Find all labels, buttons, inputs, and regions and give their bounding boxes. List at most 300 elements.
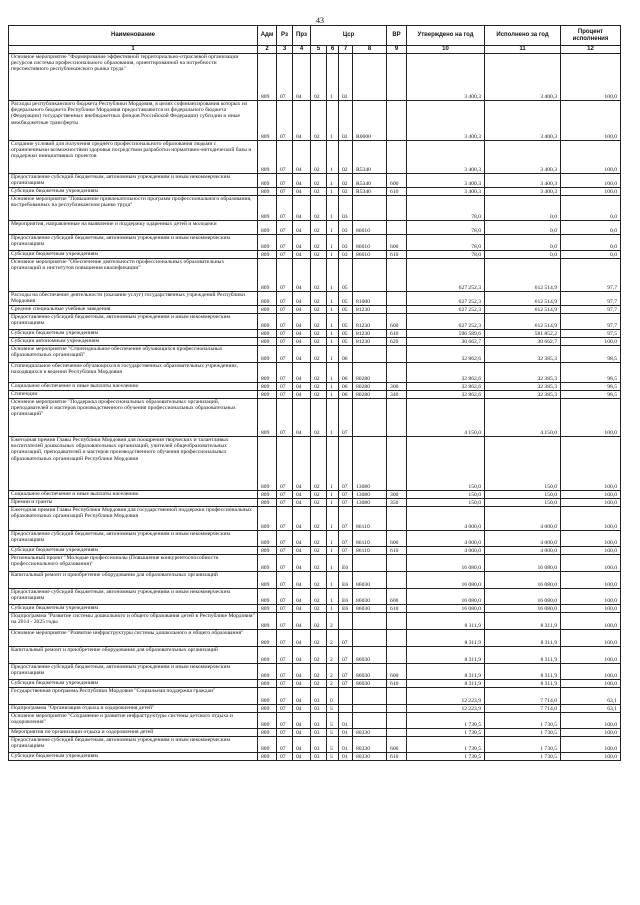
row-csr-part-cell: 02: [339, 141, 353, 174]
row-vr-cell: [387, 259, 407, 292]
row-csr-part-cell: 1: [327, 314, 339, 330]
row-executed-cell: 32 385,3: [485, 363, 561, 383]
row-name-cell: Субсидии бюджетным учреждениям: [9, 605, 258, 613]
row-csr-part-cell: 02: [311, 259, 327, 292]
table-row: [9, 235, 621, 251]
row-approved-cell: 8 311,9: [407, 630, 485, 647]
row-rz-cell: 07: [277, 491, 293, 499]
row-vr-cell: 350: [387, 499, 407, 507]
row-csr-part-cell: 1: [327, 399, 339, 437]
row-rz-cell: 07: [277, 221, 293, 235]
row-approved-cell: 1 730,5: [407, 753, 485, 761]
row-rz-cell: 07: [277, 572, 293, 589]
row-rz-cell: 07: [277, 259, 293, 292]
row-approved-cell: 3 400,3: [407, 54, 485, 101]
row-approved-cell: 12 223,9: [407, 688, 485, 705]
row-csr-part-cell: 1: [327, 251, 339, 259]
row-csr-part-cell: 05: [339, 259, 353, 292]
table-row: [9, 713, 621, 729]
table-row: [9, 383, 621, 391]
row-rz-cell: 07: [277, 647, 293, 664]
row-csr-part-cell: 07: [339, 664, 353, 680]
row-csr-part-cell: 07: [339, 647, 353, 664]
column-number: 4: [293, 46, 311, 54]
row-prz-cell: 04: [293, 338, 311, 346]
row-csr-part-cell: 06: [339, 346, 353, 363]
row-vr-cell: 600: [387, 314, 407, 330]
row-vr-cell: [387, 363, 407, 383]
row-rz-cell: 07: [277, 605, 293, 613]
row-csr-part-cell: 07: [339, 547, 353, 555]
row-adm-cell: 809: [258, 292, 277, 306]
row-approved-cell: 78,0: [407, 235, 485, 251]
row-prz-cell: 04: [293, 613, 311, 630]
row-name-cell: Мероприятия, направленные на выявление и поддержку одаренных детей и молодежи: [9, 221, 258, 235]
row-approved-cell: 627 252,3: [407, 306, 485, 314]
page-number: 43: [316, 16, 324, 25]
row-percent-cell: 0,0: [561, 235, 621, 251]
row-csr-part-cell: 02: [311, 391, 327, 399]
row-percent-cell: 100,0: [561, 499, 621, 507]
row-csr-part-cell: 5: [327, 729, 339, 737]
row-adm-cell: 809: [258, 705, 277, 713]
row-vr-cell: [387, 196, 407, 221]
row-csr-code-cell: 13080: [353, 499, 387, 507]
row-adm-cell: 809: [258, 589, 277, 605]
row-prz-cell: 04: [293, 491, 311, 499]
row-csr-part-cell: 1: [327, 101, 339, 141]
row-csr-part-cell: 02: [339, 101, 353, 141]
row-approved-cell: 627 252,3: [407, 292, 485, 306]
row-vr-cell: [387, 630, 407, 647]
row-csr-part-cell: 02: [339, 174, 353, 188]
row-vr-cell: [387, 54, 407, 101]
row-csr-part-cell: 07: [339, 680, 353, 688]
row-adm-cell: 809: [258, 338, 277, 346]
column-number: 5: [311, 46, 327, 54]
row-csr-part-cell: 5: [327, 753, 339, 761]
row-prz-cell: 04: [293, 555, 311, 572]
row-name-cell: Основное мероприятие "Стипендиальное обеспечение обучающихся профессиональных образовательных организаций": [9, 346, 258, 363]
row-prz-cell: 04: [293, 101, 311, 141]
table-row: [9, 251, 621, 259]
row-executed-cell: 7 714,0: [485, 688, 561, 705]
row-approved-cell: 32 862,6: [407, 391, 485, 399]
row-adm-cell: 809: [258, 531, 277, 547]
table-row: [9, 221, 621, 235]
row-csr-part-cell: 02: [311, 306, 327, 314]
row-csr-part-cell: 1: [327, 338, 339, 346]
row-csr-part-cell: 1: [327, 188, 339, 196]
row-adm-cell: 809: [258, 259, 277, 292]
row-vr-cell: 610: [387, 680, 407, 688]
row-executed-cell: 8 311,9: [485, 664, 561, 680]
row-prz-cell: 04: [293, 647, 311, 664]
row-executed-cell: 3 400,3: [485, 54, 561, 101]
row-name-cell: Субсидии бюджетным учреждениям: [9, 680, 258, 688]
row-csr-part-cell: 02: [311, 174, 327, 188]
row-vr-cell: [387, 705, 407, 713]
row-rz-cell: 07: [277, 251, 293, 259]
row-executed-cell: 612 514,9: [485, 259, 561, 292]
row-adm-cell: 809: [258, 507, 277, 531]
row-percent-cell: 100,0: [561, 753, 621, 761]
row-rz-cell: 07: [277, 664, 293, 680]
row-prz-cell: 04: [293, 729, 311, 737]
row-executed-cell: 32 385,3: [485, 383, 561, 391]
row-executed-cell: 3 400,3: [485, 174, 561, 188]
row-csr-part-cell: 02: [311, 338, 327, 346]
row-executed-cell: 30 662,7: [485, 338, 561, 346]
row-csr-part-cell: 02: [311, 437, 327, 491]
table-row: [9, 346, 621, 363]
row-approved-cell: 1 730,5: [407, 729, 485, 737]
row-name-cell: Премии и гранты: [9, 499, 258, 507]
table-row: [9, 174, 621, 188]
row-approved-cell: 78,0: [407, 221, 485, 235]
row-rz-cell: 07: [277, 196, 293, 221]
row-csr-code-cell: [353, 259, 387, 292]
row-executed-cell: 1 730,5: [485, 713, 561, 729]
row-name-cell: Предоставление субсидий бюджетным, автономным учреждениям и иным некоммерческим организациям: [9, 664, 258, 680]
row-rz-cell: 07: [277, 141, 293, 174]
row-vr-cell: 610: [387, 251, 407, 259]
row-rz-cell: 07: [277, 338, 293, 346]
row-percent-cell: 98,5: [561, 363, 621, 383]
row-executed-cell: 0,0: [485, 196, 561, 221]
row-prz-cell: 04: [293, 507, 311, 531]
column-number: 12: [561, 46, 621, 54]
row-prz-cell: 04: [293, 630, 311, 647]
row-adm-cell: 809: [258, 346, 277, 363]
row-name-cell: Мероприятия по организации отдыха и оздоровления детей: [9, 729, 258, 737]
row-percent-cell: 100,0: [561, 647, 621, 664]
row-csr-code-cell: [353, 713, 387, 729]
row-csr-part-cell: 02: [311, 499, 327, 507]
row-percent-cell: 100,0: [561, 555, 621, 572]
row-vr-cell: [387, 141, 407, 174]
row-csr-code-cell: 86030: [353, 572, 387, 589]
table-row: [9, 491, 621, 499]
row-csr-part-cell: 5: [327, 705, 339, 713]
table-row: [9, 680, 621, 688]
row-rz-cell: 07: [277, 555, 293, 572]
row-percent-cell: 63,1: [561, 705, 621, 713]
row-prz-cell: 04: [293, 499, 311, 507]
row-adm-cell: 809: [258, 613, 277, 630]
row-rz-cell: 07: [277, 713, 293, 729]
row-csr-part-cell: 02: [311, 196, 327, 221]
row-csr-part-cell: 1: [327, 437, 339, 491]
row-executed-cell: 150,0: [485, 437, 561, 491]
row-csr-part-cell: E6: [339, 555, 353, 572]
row-adm-cell: 809: [258, 174, 277, 188]
row-approved-cell: 78,0: [407, 196, 485, 221]
column-number: 3: [277, 46, 293, 54]
row-prz-cell: 04: [293, 314, 311, 330]
header-vr: ВР: [387, 26, 407, 46]
row-vr-cell: [387, 346, 407, 363]
row-approved-cell: 8 311,9: [407, 664, 485, 680]
row-executed-cell: 7 714,0: [485, 705, 561, 713]
row-executed-cell: 150,0: [485, 499, 561, 507]
row-csr-part-cell: 06: [339, 391, 353, 399]
table-row: [9, 314, 621, 330]
row-vr-cell: [387, 647, 407, 664]
row-vr-cell: [387, 101, 407, 141]
table-row: [9, 753, 621, 761]
row-csr-part-cell: 02: [311, 141, 327, 174]
row-adm-cell: 809: [258, 491, 277, 499]
table-row: [9, 729, 621, 737]
row-csr-code-cell: 86110: [353, 547, 387, 555]
row-executed-cell: 8 311,9: [485, 680, 561, 688]
row-name-cell: Подпрограмма "Организация отдыха и оздоровления детей": [9, 705, 258, 713]
row-adm-cell: 809: [258, 547, 277, 555]
row-name-cell: Социальное обеспечение и иные выплаты населению: [9, 383, 258, 391]
row-adm-cell: 809: [258, 251, 277, 259]
row-name-cell: Стипендии: [9, 391, 258, 399]
row-csr-part-cell: 1: [327, 330, 339, 338]
row-csr-code-cell: [353, 196, 387, 221]
header-csr: Цср: [311, 26, 387, 46]
row-executed-cell: 32 385,3: [485, 391, 561, 399]
row-csr-code-cell: 80330: [353, 729, 387, 737]
row-csr-code-cell: [353, 346, 387, 363]
row-vr-cell: 600: [387, 235, 407, 251]
row-adm-cell: 809: [258, 664, 277, 680]
row-name-cell: Основное мероприятие "Формирование эффективной территориально-отраслевой организации ресурсов системы профессионального образования, ориентированной на потребности перспективного республиканского рынка труда": [9, 54, 258, 101]
row-name-cell: Стипендиальное обеспечение обучающихся в государственных образовательных учреждениях, находящихся в ведении Республики Мордовия: [9, 363, 258, 383]
row-csr-part-cell: 02: [311, 647, 327, 664]
table-row: [9, 188, 621, 196]
row-rz-cell: 07: [277, 437, 293, 491]
row-executed-cell: 612 514,9: [485, 306, 561, 314]
table-row: [9, 196, 621, 221]
row-prz-cell: 04: [293, 363, 311, 383]
table-body: [9, 54, 621, 761]
row-approved-cell: 32 862,6: [407, 383, 485, 391]
row-name-cell: Субсидии бюджетным учреждениям: [9, 251, 258, 259]
row-prz-cell: 04: [293, 188, 311, 196]
row-csr-code-cell: 80280: [353, 391, 387, 399]
row-csr-part-cell: 2: [327, 664, 339, 680]
row-rz-cell: 07: [277, 531, 293, 547]
row-csr-part-cell: 02: [311, 680, 327, 688]
row-csr-part-cell: 02: [311, 491, 327, 499]
row-csr-part-cell: 1: [327, 174, 339, 188]
row-vr-cell: 610: [387, 330, 407, 338]
row-prz-cell: 04: [293, 346, 311, 363]
row-approved-cell: 3 400,3: [407, 101, 485, 141]
row-csr-code-cell: [353, 630, 387, 647]
row-csr-part-cell: 1: [327, 235, 339, 251]
row-prz-cell: 04: [293, 235, 311, 251]
row-csr-part-cell: 02: [339, 188, 353, 196]
row-approved-cell: 1 730,5: [407, 737, 485, 753]
row-csr-part-cell: E6: [339, 605, 353, 613]
row-csr-part-cell: 02: [311, 605, 327, 613]
row-csr-part-cell: 1: [327, 259, 339, 292]
row-adm-cell: 809: [258, 729, 277, 737]
row-csr-part-cell: 07: [339, 399, 353, 437]
row-vr-cell: 600: [387, 737, 407, 753]
row-csr-code-cell: 86030: [353, 605, 387, 613]
row-csr-code-cell: [353, 555, 387, 572]
row-prz-cell: 04: [293, 572, 311, 589]
row-approved-cell: 4 000,0: [407, 547, 485, 555]
row-rz-cell: 07: [277, 383, 293, 391]
row-executed-cell: 32 385,3: [485, 346, 561, 363]
row-name-cell: Субсидии бюджетным учреждениям: [9, 547, 258, 555]
row-rz-cell: 07: [277, 613, 293, 630]
row-approved-cell: 627 252,3: [407, 259, 485, 292]
row-percent-cell: 100,0: [561, 547, 621, 555]
row-executed-cell: 8 311,9: [485, 613, 561, 630]
row-rz-cell: 07: [277, 101, 293, 141]
table-row: [9, 705, 621, 713]
row-rz-cell: 07: [277, 54, 293, 101]
row-prz-cell: 04: [293, 713, 311, 729]
row-name-cell: Расходы на обеспечение деятельности (оказание услуг) государственных учреждений Республики Мордовия: [9, 292, 258, 306]
row-csr-code-cell: R0000: [353, 101, 387, 141]
row-executed-cell: 8 311,9: [485, 630, 561, 647]
row-csr-part-cell: 1: [327, 572, 339, 589]
row-adm-cell: 809: [258, 647, 277, 664]
row-csr-part-cell: 03: [311, 737, 327, 753]
row-name-cell: Субсидии автономным учреждениям: [9, 338, 258, 346]
row-percent-cell: 100,0: [561, 54, 621, 101]
row-name-cell: Основное мероприятие "Повышение привлекательности программ профессионального образования, востребованных на республиканском рынке труда": [9, 196, 258, 221]
row-name-cell: Предоставление субсидий бюджетным, автономным учреждениям и иным некоммерческим организациям: [9, 531, 258, 547]
row-csr-code-cell: 80330: [353, 737, 387, 753]
row-csr-part-cell: 06: [339, 383, 353, 391]
row-percent-cell: 100,0: [561, 605, 621, 613]
row-csr-part-cell: 02: [311, 101, 327, 141]
row-percent-cell: 98,5: [561, 391, 621, 399]
row-name-cell: Субсидии бюджетным учреждениям: [9, 330, 258, 338]
row-name-cell: Предоставление субсидий бюджетным, автономным учреждениям и иным некоммерческим организациям: [9, 589, 258, 605]
row-vr-cell: [387, 555, 407, 572]
row-name-cell: Социальное обеспечение и иные выплаты населению: [9, 491, 258, 499]
row-name-cell: Основное мероприятие "Поддержка профессиональных образовательных организаций, преподавателей и мастеров производственного обучения профессиональных образовательных организаций": [9, 399, 258, 437]
row-percent-cell: 100,0: [561, 572, 621, 589]
row-csr-part-cell: 1: [327, 547, 339, 555]
row-executed-cell: 3 400,3: [485, 101, 561, 141]
row-rz-cell: 07: [277, 188, 293, 196]
row-percent-cell: 100,0: [561, 630, 621, 647]
row-name-cell: Средние специальные учебные заведения: [9, 306, 258, 314]
row-csr-part-cell: 03: [311, 729, 327, 737]
row-csr-part-cell: 02: [311, 346, 327, 363]
row-adm-cell: 809: [258, 101, 277, 141]
row-csr-code-cell: 80280: [353, 363, 387, 383]
row-approved-cell: 32 862,6: [407, 363, 485, 383]
table-row: [9, 572, 621, 589]
row-csr-part-cell: 07: [339, 437, 353, 491]
table-row: [9, 54, 621, 101]
row-adm-cell: 809: [258, 188, 277, 196]
row-vr-cell: 300: [387, 383, 407, 391]
column-number: 9: [387, 46, 407, 54]
row-csr-part-cell: 01: [339, 713, 353, 729]
row-adm-cell: 809: [258, 753, 277, 761]
row-csr-part-cell: 03: [339, 235, 353, 251]
row-name-cell: Ежегодная премия Главы Республики Мордовия для государственной поддержки профессиональных образовательных организаций Республики Мордовия: [9, 507, 258, 531]
row-csr-code-cell: 86030: [353, 664, 387, 680]
row-name-cell: Предоставление субсидий бюджетным, автономным учреждениям и иным некоммерческим организациям: [9, 314, 258, 330]
row-percent-cell: 100,0: [561, 338, 621, 346]
row-name-cell: Предоставление субсидий бюджетным, автономным учреждениям и иным некоммерческим организациям: [9, 235, 258, 251]
row-adm-cell: 809: [258, 330, 277, 338]
row-csr-part-cell: [339, 688, 353, 705]
row-csr-code-cell: 81230: [353, 306, 387, 314]
row-csr-code-cell: R5340: [353, 174, 387, 188]
row-csr-part-cell: 02: [311, 572, 327, 589]
row-rz-cell: 07: [277, 363, 293, 383]
row-vr-cell: 600: [387, 531, 407, 547]
row-name-cell: Капитальный ремонт и приобретение оборудования для образовательных организаций: [9, 572, 258, 589]
row-csr-part-cell: 07: [339, 531, 353, 547]
row-approved-cell: 30 662,7: [407, 338, 485, 346]
row-csr-part-cell: 1: [327, 507, 339, 531]
table-row: [9, 306, 621, 314]
table-row: [9, 292, 621, 306]
row-csr-part-cell: 1: [327, 499, 339, 507]
row-prz-cell: 04: [293, 391, 311, 399]
row-percent-cell: 100,0: [561, 141, 621, 174]
row-csr-part-cell: 1: [327, 346, 339, 363]
row-csr-code-cell: 86030: [353, 680, 387, 688]
row-csr-part-cell: E6: [339, 572, 353, 589]
row-percent-cell: 100,0: [561, 491, 621, 499]
row-prz-cell: 04: [293, 399, 311, 437]
row-csr-part-cell: 05: [339, 306, 353, 314]
row-approved-cell: 150,0: [407, 499, 485, 507]
row-csr-part-cell: 1: [327, 292, 339, 306]
row-rz-cell: 07: [277, 346, 293, 363]
table-row: [9, 647, 621, 664]
row-name-cell: Субсидии бюджетным учреждениям: [9, 188, 258, 196]
row-csr-part-cell: 1: [327, 363, 339, 383]
row-executed-cell: 8 311,9: [485, 647, 561, 664]
row-csr-part-cell: 2: [327, 680, 339, 688]
table-row: [9, 531, 621, 547]
table-row: [9, 688, 621, 705]
row-adm-cell: 809: [258, 555, 277, 572]
row-adm-cell: 809: [258, 221, 277, 235]
row-adm-cell: 809: [258, 499, 277, 507]
row-approved-cell: 8 311,9: [407, 647, 485, 664]
row-vr-cell: 340: [387, 391, 407, 399]
row-csr-part-cell: 02: [311, 188, 327, 196]
row-csr-part-cell: 03: [311, 705, 327, 713]
row-csr-part-cell: 1: [327, 491, 339, 499]
row-approved-cell: 32 862,6: [407, 346, 485, 363]
header-adm: Адм: [258, 26, 277, 46]
row-adm-cell: 809: [258, 605, 277, 613]
row-csr-part-cell: 05: [339, 314, 353, 330]
column-number: 10: [407, 46, 485, 54]
table-row: [9, 437, 621, 491]
row-vr-cell: [387, 713, 407, 729]
table-row: [9, 555, 621, 572]
row-vr-cell: 300: [387, 491, 407, 499]
row-rz-cell: 07: [277, 499, 293, 507]
row-rz-cell: 07: [277, 330, 293, 338]
row-csr-part-cell: 03: [311, 713, 327, 729]
table-row: [9, 737, 621, 753]
